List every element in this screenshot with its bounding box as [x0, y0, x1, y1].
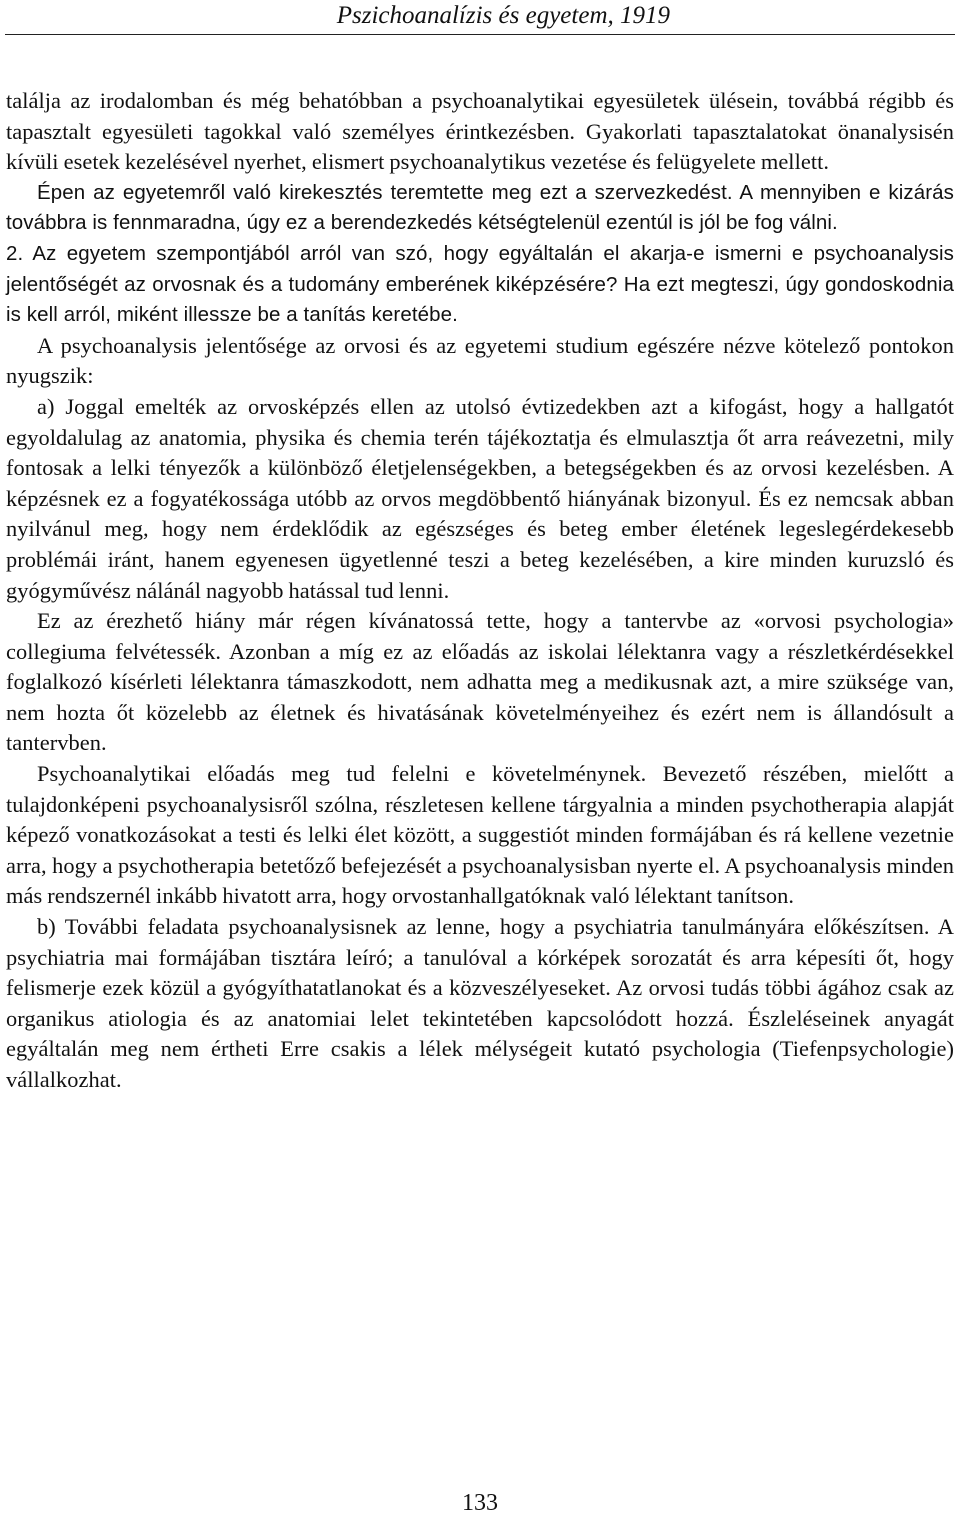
paragraph-point-a: a) Joggal emelték az orvosképzés ellen az utolsó évtizedekben azt a kifogást, hogy a hallgatót egyoldalulag az anatomia, physika és chemia terén tájékoztatja és elmulasztja őt arra reávezetni, mily fontosak a lelki tényezők a különböző életjelenségekben, a betegségekben és az orvosi kezelésben. A képzésnek ez a fogyatékossága utóbb az orvos megdöbbentő hiányának bizonyul. És ez nemcsak abban nyilvánul meg, hogy nem érdeklődik az egészséges és beteg ember életének legeslegérdekesebb problémái iránt, hanem egyenesen ügyetlenné teszi a beteg kezelésében, a kire minden kuruzsló és gyógyművész nálánál nagyobb hatással tud lenni.	[6, 393, 954, 603]
paragraph-point-2: 2. Az egyetem szempontjából arról van szó, hogy egyáltalán el akarja-e ismerni e psychoanalysis jelentőségét az orvosnak és a tudomány emberének kiképzésére? Ha ezt megteszi, úgy gondoskodnia is kell arról, miként illessze be a tanítás keretébe.	[6, 241, 954, 327]
paragraph-continuation: találja az irodalomban és még behatóbban a psychoanalytikai egyesületek ülésein, továbbá régibb és tapasztalt egyesületi tagokkal való személyes érintkezésben. Gyakorlati tapasztalatokat önanalysisén kívüli esetek kezelésével nyerhet, elismert psychoanalytikus vezetése és felügyelete mellett.	[6, 88, 954, 175]
body-text	[6, 86, 954, 1096]
page-number: 133	[462, 1490, 498, 1516]
paragraph-sans-1: Épen az egyetemről való kirekesztés teremtette meg ezt a szervezkedést. A mennyiben e kizárás továbbra is fennmaradna, úgy ez a berendezkedés kétségtelenül ezentúl is jól be fog válni.	[6, 180, 954, 235]
paragraph: A psychoanalysis jelentősége az orvosi és az egyetemi studium egészére nézve kötelező pontokon nyugszik:	[6, 332, 954, 389]
paragraph: Psychoanalytikai előadás meg tud felelni e követelménynek. Bevezető részében, mielőtt a tulajdonképeni psychoanalysisről szólna, részletesen kellene tárgyalnia a minden psychotherapia alapját képező vonatkozásokat a testi és lelki élet között, a suggestiót minden formájában és rá kellene vezetnie arra, hogy a psychotherapia betetőző befejezését a psychoanalysisban nyerte el. A psychoanalysis minden más rendszernél inkább hivatott arra, hogy orvostanhallgatóknak való lélektant tanítson.	[6, 761, 954, 909]
paragraph: Ez az érezhető hiány már régen kívánatossá tette, hogy a tantervbe az «orvosi psychologia» collegiuma felvétessék. Azonban a míg ez az előadás az iskolai lélektanra vagy a részletkérdésekkel foglalkozó kísérleti lélektanra támaszkodott, nem adhatta meg a medikusnak azt, a mire szüksége van, nem hozta őt közelebb az életnek és hivatásának követelményeihez és ezért nem is állandósult a tantervben.	[6, 608, 954, 756]
paragraph-point-b: b) További feladata psychoanalysisnek az lenne, hogy a psychiatria tanulmányára előkészítsen. A psychiatria mai formájában tisztára leíró; a tanulóval a kórképek sorozatát és arra képesíti őt, hogy felismerje ezek közül a gyógyíthatatlanokat és a közveszélyeseket. Az orvosi tudás többi ágához csak az organikus atiologia és az anatomiai lelet tekintetében kapcsolódott hozzá. Észleléseinek anyagát egyáltalán meg nem értheti Erre csakis a lélek mélységeit kutató psychologia (Tiefenpsychologie) vállalkozhat.	[6, 914, 954, 1092]
running-header-title: Pszichoanalízis és egyetem, 1919	[336, 2, 670, 29]
header-divider	[5, 34, 955, 35]
